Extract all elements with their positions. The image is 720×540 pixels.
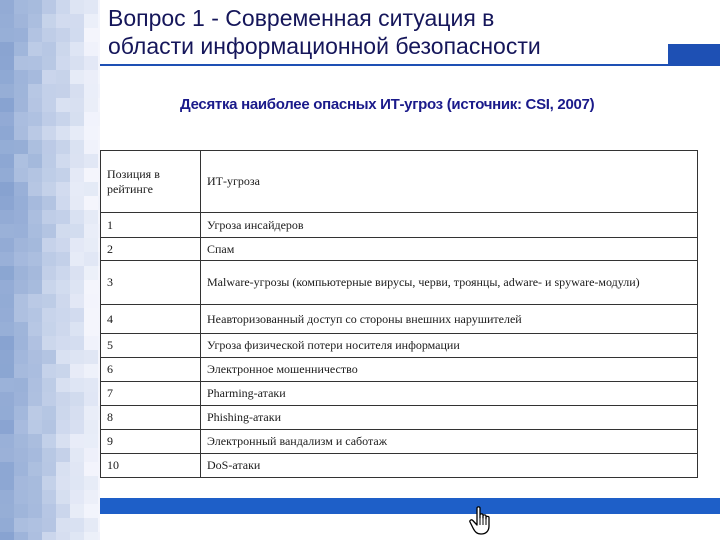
- table-caption: Десятка наиболее опасных ИТ-угроз (источник: CSI, 2007): [180, 96, 595, 113]
- row-threat: Электронное мошенничество: [201, 358, 698, 382]
- header-rank: Позиция в рейтинге: [101, 151, 201, 213]
- table-row: [101, 334, 698, 358]
- row-rank: 3: [101, 261, 201, 305]
- table-row: [101, 382, 698, 406]
- row-threat: Неавторизованный доступ со стороны внешних нарушителей: [201, 305, 698, 334]
- table-row: [101, 358, 698, 382]
- footer-bar: [100, 498, 720, 514]
- header-threat: ИТ-угроза: [201, 151, 698, 213]
- row-threat: Malware-угрозы (компьютерные вирусы, черви, троянцы, adware- и spyware-модули): [201, 261, 698, 305]
- table-row: [101, 454, 698, 478]
- row-threat: Спам: [201, 238, 698, 261]
- row-threat: Электронный вандализм и саботаж: [201, 430, 698, 454]
- row-rank: 4: [101, 305, 201, 334]
- row-threat: Угроза инсайдеров: [201, 213, 698, 238]
- row-rank: 2: [101, 238, 201, 261]
- slide-title-line-1: Вопрос 1 - Современная ситуация в: [108, 5, 495, 31]
- table-row: [101, 406, 698, 430]
- row-threat: Угроза физической потери носителя информации: [201, 334, 698, 358]
- threats-table: [100, 150, 698, 478]
- table-row: [101, 430, 698, 454]
- table-row: [101, 213, 698, 238]
- row-rank: 8: [101, 406, 201, 430]
- title-accent-block: [668, 44, 720, 66]
- table-row: [101, 305, 698, 334]
- row-rank: 9: [101, 430, 201, 454]
- row-threat: Phishing-атаки: [201, 406, 698, 430]
- row-threat: DoS-атаки: [201, 454, 698, 478]
- table-row: [101, 261, 698, 305]
- slide-title-line-2: области информационной безопасности: [108, 33, 541, 59]
- row-rank: 1: [101, 213, 201, 238]
- hand-pointer-icon: [468, 506, 494, 536]
- table-header-row: [101, 151, 698, 213]
- mosaic-decoration: [0, 0, 100, 540]
- row-threat: Pharming-атаки: [201, 382, 698, 406]
- slide-title: [108, 4, 708, 60]
- row-rank: 10: [101, 454, 201, 478]
- row-rank: 5: [101, 334, 201, 358]
- title-underline: [100, 64, 668, 66]
- row-rank: 6: [101, 358, 201, 382]
- table-row: [101, 238, 698, 261]
- row-rank: 7: [101, 382, 201, 406]
